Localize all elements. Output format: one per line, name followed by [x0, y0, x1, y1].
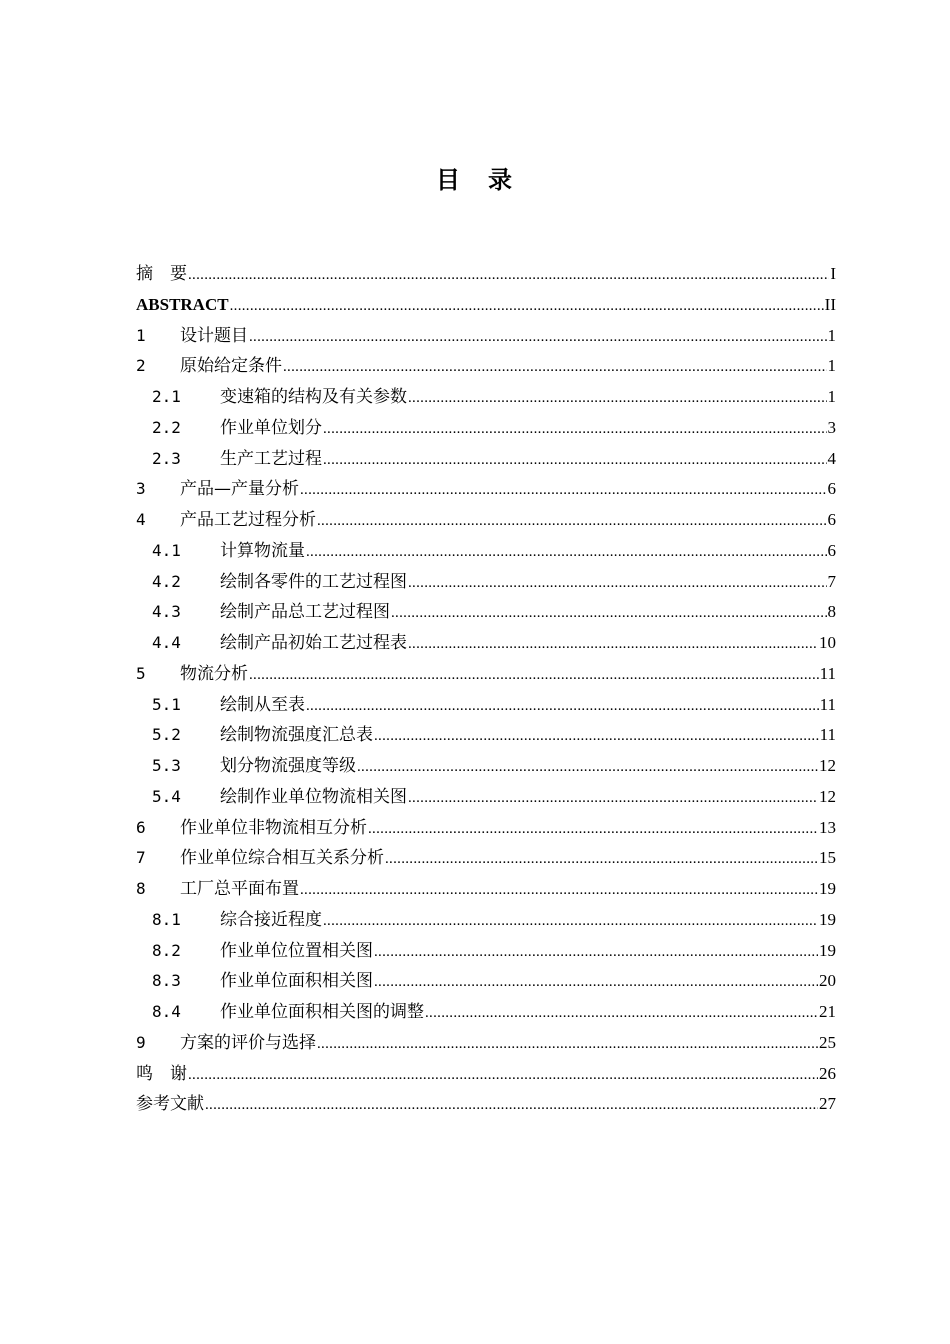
- toc-entry-page-number: 12: [819, 786, 836, 806]
- toc-entry[interactable]: [136, 720, 836, 751]
- toc-dot-leader: [368, 814, 818, 845]
- toc-dot-leader: [357, 752, 818, 783]
- toc-entry-page-number: 1: [827, 325, 836, 345]
- toc-entry[interactable]: [136, 997, 836, 1028]
- toc-entry[interactable]: [136, 628, 836, 659]
- toc-entry-label: 作业单位综合相互关系分析: [180, 848, 384, 869]
- toc-entry-label: 绘制从至表: [220, 694, 305, 715]
- toc-list: [136, 259, 836, 1120]
- toc-entry-label: 方案的评价与选择: [180, 1032, 316, 1053]
- toc-entry-label: 工厂总平面布置: [180, 879, 299, 899]
- toc-entry-label: 作业单位位置相关图: [220, 940, 373, 961]
- toc-entry-label: 绘制作业单位物流相关图: [220, 786, 407, 807]
- toc-entry[interactable]: [136, 843, 836, 874]
- toc-entry[interactable]: [136, 813, 836, 844]
- toc-entry[interactable]: [136, 782, 836, 813]
- toc-dot-leader: [306, 691, 819, 722]
- toc-entry[interactable]: [136, 259, 836, 290]
- toc-entry-label: 作业单位划分: [220, 417, 322, 438]
- toc-entry-page-number: II: [824, 294, 836, 314]
- toc-dot-leader: [323, 414, 827, 445]
- toc-entry-page-number: 6: [827, 540, 836, 560]
- toc-entry-number: 7: [136, 848, 146, 868]
- toc-entry-page-number: 1: [827, 387, 836, 406]
- toc-entry[interactable]: [136, 444, 836, 475]
- toc-dot-leader: [323, 906, 818, 937]
- toc-entry-number: 4.1: [152, 540, 181, 560]
- toc-dot-leader: [374, 937, 818, 968]
- toc-entry-number: 5.2: [152, 725, 181, 745]
- toc-entry-number: 2.1: [152, 387, 181, 406]
- toc-entry-label: 绘制物流强度汇总表: [220, 725, 373, 746]
- toc-entry[interactable]: [136, 1059, 836, 1090]
- toc-entry-label: 物流分析: [180, 663, 248, 684]
- toc-entry-label: 计算物流量: [220, 540, 305, 561]
- toc-entry-label: 绘制各零件的工艺过程图: [220, 571, 407, 592]
- toc-entry-number: 5.1: [152, 694, 181, 714]
- toc-entry-label: 绘制产品初始工艺过程表: [220, 633, 407, 653]
- toc-entry-number: 4.2: [152, 571, 181, 591]
- toc-entry-page-number: 11: [819, 663, 836, 683]
- toc-dot-leader: [374, 721, 819, 752]
- toc-entry-label: 绘制产品总工艺过程图: [220, 602, 390, 623]
- toc-dot-leader: [408, 568, 827, 599]
- toc-entry-label: 作业单位面积相关图的调整: [220, 1002, 424, 1022]
- toc-entry-label: 综合接近程度: [220, 909, 322, 930]
- toc-entry[interactable]: [136, 290, 836, 321]
- toc-dot-leader: [374, 967, 818, 998]
- toc-entry-page-number: 26: [819, 1063, 836, 1083]
- toc-entry-number: 4.3: [152, 602, 181, 622]
- toc-entry-page-number: 1: [827, 356, 836, 376]
- toc-dot-leader: [300, 475, 827, 506]
- toc-entry-page-number: 19: [819, 879, 836, 898]
- toc-dot-leader: [205, 1090, 818, 1121]
- toc-entry-label: 鸣 谢: [136, 1063, 187, 1084]
- toc-entry-page-number: 21: [819, 1002, 836, 1021]
- toc-entry-number: 8: [136, 879, 146, 898]
- toc-entry-label: 生产工艺过程: [220, 448, 322, 469]
- toc-dot-leader: [300, 875, 818, 906]
- toc-entry-number: 4: [136, 510, 146, 529]
- toc-entry-page-number: 7: [827, 571, 836, 591]
- toc-dot-leader: [230, 291, 824, 322]
- toc-entry-number: 9: [136, 1032, 146, 1052]
- toc-entry-label: 划分物流强度等级: [220, 756, 356, 776]
- toc-entry[interactable]: [136, 505, 836, 536]
- toc-entry-page-number: 25: [819, 1032, 836, 1052]
- toc-entry-page-number: 27: [819, 1094, 836, 1114]
- toc-entry[interactable]: [136, 597, 836, 628]
- toc-entry[interactable]: [136, 874, 836, 905]
- toc-entry-number: 2.3: [152, 448, 181, 468]
- toc-entry-label: 参考文献: [136, 1094, 204, 1115]
- toc-entry-page-number: 8: [827, 602, 836, 622]
- toc-entry-page-number: 11: [819, 725, 836, 745]
- toc-dot-leader: [391, 598, 827, 629]
- toc-dot-leader: [408, 383, 827, 414]
- toc-entry-number: 8.4: [152, 1002, 181, 1021]
- toc-entry[interactable]: [136, 1089, 836, 1120]
- toc-entry[interactable]: [136, 905, 836, 936]
- toc-entry-page-number: 15: [819, 848, 836, 868]
- toc-entry-label: 产品—产量分析: [180, 479, 299, 500]
- toc-entry-number: 4.4: [152, 633, 181, 652]
- toc-entry-page-number: 13: [819, 817, 836, 837]
- toc-entry-number: 5.4: [152, 786, 181, 806]
- toc-entry[interactable]: [136, 321, 836, 352]
- toc-entry[interactable]: [136, 690, 836, 721]
- toc-entry-number: 8.3: [152, 971, 181, 991]
- toc-entry-label: 摘 要: [136, 264, 187, 284]
- toc-entry-page-number: 6: [827, 510, 836, 529]
- toc-entry-number: 8.2: [152, 940, 181, 960]
- toc-entry-label: 作业单位面积相关图: [220, 971, 373, 992]
- toc-entry-page-number: 4: [827, 448, 836, 468]
- toc-entry-number: 5.3: [152, 756, 181, 775]
- toc-entry-number: 1: [136, 325, 146, 345]
- toc-entry-label: ABSTRACT: [136, 294, 229, 314]
- toc-entry[interactable]: [136, 936, 836, 967]
- toc-entry-number: 3: [136, 479, 146, 499]
- toc-dot-leader: [317, 1029, 818, 1060]
- toc-dot-leader: [283, 352, 827, 383]
- toc-entry-page-number: 19: [819, 909, 836, 929]
- toc-dot-leader: [306, 537, 827, 568]
- toc-dot-leader: [408, 629, 818, 660]
- toc-entry-page-number: 10: [819, 633, 836, 652]
- toc-dot-leader: [249, 322, 827, 353]
- toc-entry-label: 原始给定条件: [180, 356, 282, 377]
- toc-entry[interactable]: [136, 966, 836, 997]
- toc-dot-leader: [188, 1060, 818, 1091]
- toc-entry[interactable]: [136, 413, 836, 444]
- toc-entry-number: 8.1: [152, 909, 181, 929]
- toc-dot-leader: [323, 445, 827, 476]
- toc-entry-number: 2: [136, 356, 146, 376]
- toc-entry-number: 5: [136, 663, 146, 683]
- toc-entry[interactable]: [136, 474, 836, 505]
- toc-entry-page-number: 6: [827, 479, 836, 499]
- toc-entry[interactable]: [136, 536, 836, 567]
- toc-entry-page-number: 19: [819, 940, 836, 960]
- toc-dot-leader: [188, 260, 829, 291]
- toc-entry[interactable]: [136, 351, 836, 382]
- toc-entry-label: 作业单位非物流相互分析: [180, 817, 367, 838]
- toc-dot-leader: [317, 506, 827, 537]
- toc-dot-leader: [385, 844, 818, 875]
- toc-entry-number: 2.2: [152, 417, 181, 437]
- toc-entry[interactable]: [136, 1028, 836, 1059]
- toc-entry-label: 设计题目: [180, 325, 248, 346]
- toc-entry-page-number: 20: [819, 971, 836, 991]
- toc-entry[interactable]: [136, 382, 836, 413]
- toc-entry[interactable]: [136, 567, 836, 598]
- toc-entry-label: 变速箱的结构及有关参数: [220, 387, 407, 407]
- toc-entry-page-number: 12: [819, 756, 836, 775]
- toc-dot-leader: [249, 660, 819, 691]
- toc-dot-leader: [408, 783, 818, 814]
- toc-entry-label: 产品工艺过程分析: [180, 510, 316, 530]
- toc-entry-page-number: 11: [819, 694, 836, 714]
- toc-entry[interactable]: [136, 659, 836, 690]
- toc-entry-number: 6: [136, 817, 146, 837]
- toc-dot-leader: [425, 998, 818, 1029]
- toc-entry-page-number: 3: [827, 417, 836, 437]
- toc-entry[interactable]: [136, 751, 836, 782]
- toc-entry-page-number: I: [830, 264, 836, 283]
- toc-title: 目 录: [436, 166, 514, 194]
